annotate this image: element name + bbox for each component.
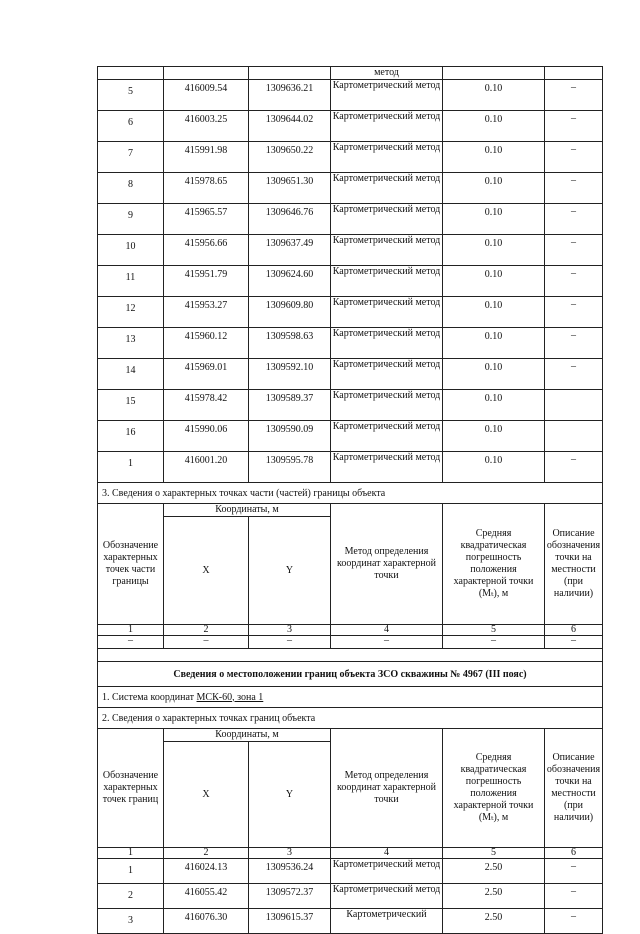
x-coordinate: 415978.65 [164,173,249,204]
coord-system-line [98,687,603,708]
column-number: 6 [545,625,603,636]
method-cell: Картометрический метод [331,173,443,204]
table-row [98,80,603,111]
table-cell [164,67,249,80]
method-cell: Картометрический [331,909,443,934]
table-row [98,359,603,390]
error-value: 2.50 [443,859,545,884]
description-cell: – [545,452,603,483]
x-coordinate: 415956.66 [164,235,249,266]
column-number: 2 [164,848,249,859]
description-cell: – [545,859,603,884]
x-coordinate: 416024.13 [164,859,249,884]
table-row [98,173,603,204]
error-value: 0.10 [443,235,545,266]
error-value: 0.10 [443,297,545,328]
error-value: 0.10 [443,390,545,421]
y-coordinate: 1309651.30 [249,173,331,204]
table-cell [443,67,545,80]
y-coordinate: 1309644.02 [249,111,331,142]
method-cell: Картометрический метод [331,80,443,111]
x-coordinate: 415953.27 [164,297,249,328]
header-y: Y [249,742,331,848]
description-cell: – [545,142,603,173]
method-cell: Картометрический метод [331,452,443,483]
method-cell: Картометрический метод [331,204,443,235]
point-number: 7 [98,142,164,173]
y-coordinate: 1309595.78 [249,452,331,483]
description-cell: – [545,297,603,328]
y-coordinate: 1309624.60 [249,266,331,297]
point-number: 15 [98,390,164,421]
points-section-title: 2. Сведения о характерных точках границ объекта [98,708,603,729]
spacer-cell [98,649,603,662]
y-coordinate: 1309637.49 [249,235,331,266]
table-row [98,859,603,884]
description-cell: – [545,909,603,934]
header-designation: Обозначение характерных точек границ [98,729,164,848]
x-coordinate: 416009.54 [164,80,249,111]
x-coordinate: 415965.57 [164,204,249,235]
point-number: 10 [98,235,164,266]
x-coordinate: 416076.30 [164,909,249,934]
column-number: 4 [331,625,443,636]
dash-cell: – [331,636,443,649]
dash-cell: – [98,636,164,649]
column-number: 5 [443,848,545,859]
header-method: Метод определения координат характерной точки [331,504,443,625]
method-cell: Картометрический метод [331,142,443,173]
x-coordinate: 416003.25 [164,111,249,142]
method-cell: Картометрический метод [331,859,443,884]
method-cell: Картометрический метод [331,297,443,328]
column-number: 1 [98,848,164,859]
point-number: 3 [98,909,164,934]
header-designation: Обозначение характерных точек части границы [98,504,164,625]
table-row [98,390,603,421]
point-number: 2 [98,884,164,909]
column-number: 6 [545,848,603,859]
table-row [98,142,603,173]
dash-cell: – [545,636,603,649]
x-coordinate: 415990.06 [164,421,249,452]
method-cell: Картометрический метод [331,235,443,266]
description-cell: – [545,173,603,204]
y-coordinate: 1309572.37 [249,884,331,909]
header-coords: Координаты, м [164,504,331,517]
point-number: 14 [98,359,164,390]
method-cell: Картометрический метод [331,359,443,390]
error-value: 0.10 [443,111,545,142]
document-page [97,66,602,934]
y-coordinate: 1309646.76 [249,204,331,235]
error-value: 2.50 [443,884,545,909]
y-coordinate: 1309536.24 [249,859,331,884]
zso-section-title: Сведения о местоположении границ объекта ЗСО скважины № 4967 (III пояс) [98,662,603,687]
error-value: 0.10 [443,173,545,204]
description-cell: – [545,111,603,142]
description-cell: – [545,266,603,297]
header-y: Y [249,517,331,625]
column-number: 2 [164,625,249,636]
point-number: 5 [98,80,164,111]
method-cell: Картометрический метод [331,884,443,909]
y-coordinate: 1309636.21 [249,80,331,111]
point-number: 8 [98,173,164,204]
y-coordinate: 1309592.10 [249,359,331,390]
dash-cell: – [249,636,331,649]
header-description: Описание обозначения точки на местности (при наличии) [545,729,603,848]
description-cell: – [545,235,603,266]
column-number: 3 [249,848,331,859]
point-number: 1 [98,859,164,884]
description-cell: – [545,328,603,359]
description-cell [545,390,603,421]
table-cell [545,67,603,80]
column-number: 1 [98,625,164,636]
method-cell: Картометрический метод [331,421,443,452]
description-cell: – [545,359,603,390]
point-number: 9 [98,204,164,235]
table-row [98,266,603,297]
table-row [98,111,603,142]
method-cell: Картометрический метод [331,111,443,142]
y-coordinate: 1309590.09 [249,421,331,452]
header-x: X [164,517,249,625]
table-row [98,421,603,452]
header-method: Метод определения координат характерной точки [331,729,443,848]
dash-cell: – [164,636,249,649]
header-error: Средняя квадратическая погрешность положения характерной точки (Мₜ), м [443,504,545,625]
point-number: 13 [98,328,164,359]
coord-system-prefix: 1. Система координат [102,691,197,703]
column-number: 5 [443,625,545,636]
point-number: 6 [98,111,164,142]
section-3-title: 3. Сведения о характерных точках части (частей) границы объекта [98,483,603,504]
y-coordinate: 1309598.63 [249,328,331,359]
description-cell: – [545,204,603,235]
y-coordinate: 1309615.37 [249,909,331,934]
error-value: 0.10 [443,359,545,390]
method-cell: Картометрический метод [331,266,443,297]
table-row [98,452,603,483]
x-coordinate: 415991.98 [164,142,249,173]
error-value: 0.10 [443,80,545,111]
x-coordinate: 415960.12 [164,328,249,359]
description-cell [545,421,603,452]
points-table [97,66,603,934]
method-cell: Картометрический метод [331,390,443,421]
table-row [98,328,603,359]
header-coords: Координаты, м [164,729,331,742]
y-coordinate: 1309589.37 [249,390,331,421]
coord-system-value: МСК-60, зона 1 [196,691,264,703]
description-cell: – [545,884,603,909]
point-number: 16 [98,421,164,452]
x-coordinate: 415978.42 [164,390,249,421]
table-cell [249,67,331,80]
table-row [98,204,603,235]
table-cell [98,67,164,80]
x-coordinate: 415951.79 [164,266,249,297]
method-cell: метод [331,67,443,80]
table-row [98,235,603,266]
point-number: 1 [98,452,164,483]
description-cell: – [545,80,603,111]
error-value: 0.10 [443,421,545,452]
error-value: 0.10 [443,142,545,173]
point-number: 11 [98,266,164,297]
column-number: 3 [249,625,331,636]
header-error: Средняя квадратическая погрешность положения характерной точки (Мₜ), м [443,729,545,848]
y-coordinate: 1309609.80 [249,297,331,328]
header-description: Описание обозначения точки на местности (при наличии) [545,504,603,625]
x-coordinate: 415969.01 [164,359,249,390]
error-value: 0.10 [443,328,545,359]
table-row [98,297,603,328]
y-coordinate: 1309650.22 [249,142,331,173]
table-row [98,909,603,934]
header-x: X [164,742,249,848]
error-value: 0.10 [443,204,545,235]
error-value: 2.50 [443,909,545,934]
x-coordinate: 416055.42 [164,884,249,909]
error-value: 0.10 [443,266,545,297]
method-cell: Картометрический метод [331,328,443,359]
x-coordinate: 416001.20 [164,452,249,483]
point-number: 12 [98,297,164,328]
dash-cell: – [443,636,545,649]
column-number: 4 [331,848,443,859]
error-value: 0.10 [443,452,545,483]
